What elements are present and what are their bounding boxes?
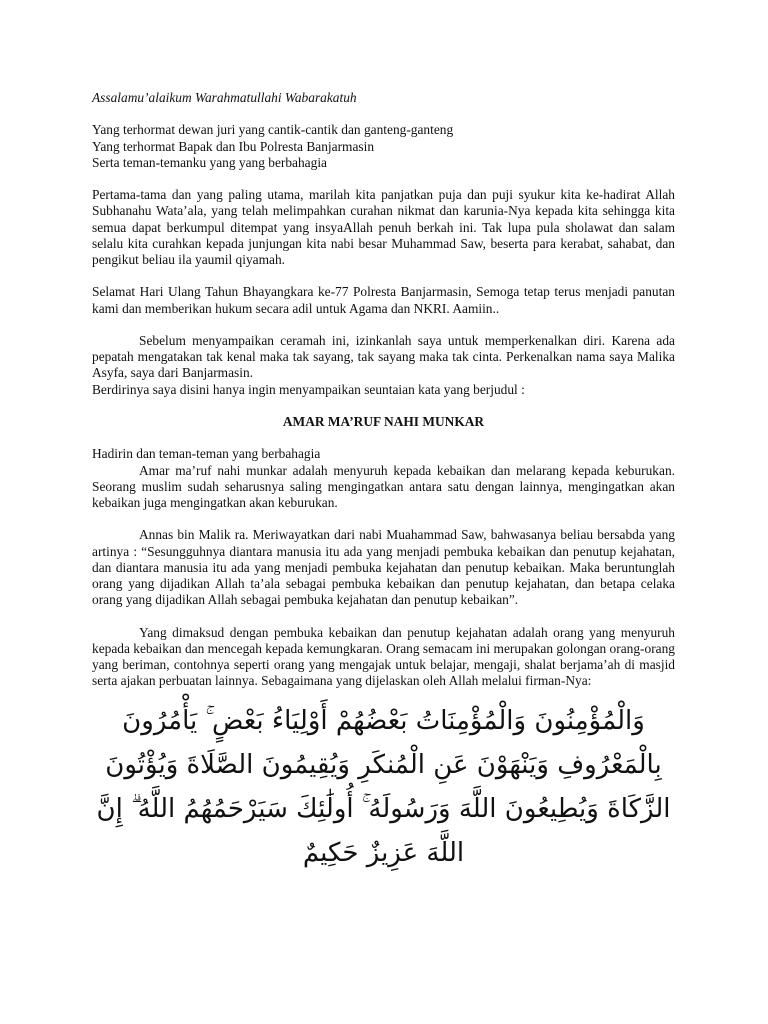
greeting: Assalamu’alaikum Warahmatullahi Wabarakatuh (92, 90, 357, 105)
opening-paragraph: Pertama-tama dan yang paling utama, marilah kita panjatkan puja dan puji syukur kita ke-hadirat Allah Subhanahu Wata’ala, yang telah melimpahkan curahan nikmat dan karunia-Nya kepada kita sehingga kita semua dapat berkumpul ditempat yang insyaAllah penuh berkah ini. Tak lupa pula sholawat dan salam selalu kita curahkan kepada junjungan kita nabi besar Muhammad Saw, beserta para kerabat, sahabat, dan pengikut beliau ila yaumil qiyamah. (92, 187, 675, 267)
salutation-line: Serta teman-temanku yang yang berbahagia (92, 154, 327, 170)
speech-title: AMAR MA’RUF NAHI MUNKAR (282, 413, 485, 429)
audience-greeting: Hadirin dan teman-teman yang berbahagia (92, 446, 321, 462)
quran-verse: وَالْمُؤْمِنُونَ وَالْمُؤْمِنَاتُ بَعْضُهُمْ أَوْلِيَاءُ بَعْضٍ ۚ يَأْمُرُونَ بِالْمَعْرُوفِ وَيَنْهَوْنَ عَنِ الْمُنكَرِ وَيُقِيمُونَ الصَّلَاةَ وَيُؤْتُونَ الزَّكَاةَ وَيُطِيعُونَ اللَّهَ وَرَسُولَهُ ۚ أُولَٰئِكَ سَيَرْحَمُهُمُ اللَّهُ ۗ إِنَّ اللَّهَ عَزِيزٌ حَكِيمٌ (96, 706, 671, 869)
introduction-paragraph: Sebelum menyampaikan ceramah ini, izinkanlah saya untuk memperkenalkan diri. Karena ada pepatah mengatakan tak kenal maka tak sayang, tak sayang maka tak cinta. Perkenalkan nama saya Malika Asyfa, saya dari Banjarmasin. (92, 332, 675, 381)
salutation-line: Yang terhormat dewan juri yang cantik-cantik dan ganteng-ganteng (92, 122, 454, 138)
body-paragraph-2: Annas bin Malik ra. Meriwayatkan dari nabi Muahammad Saw, bahwasanya beliau bersabda yang artinya : “Sesungguhnya diantara manusia itu ada yang menjadi pembuka kebaikan dan penutup kejahatan, dan diantara manusia itu ada yang menjadi pembuka kejahatan dan penutup kebaikan. Maka beruntunglah orang yang dijadikan Allah ta’ala sebagai pembuka kebaikan dan penutup kejahatan, dan betapa celaka orang yang dijadikan Allah sebagai pembuka kejahatan dan penutup kebaikan”. (92, 527, 675, 608)
salutation-line: Yang terhormat Bapak dan Ibu Polresta Banjarmasin (92, 138, 375, 154)
body-paragraph-1: Amar ma’ruf nahi munkar adalah menyuruh kepada kebaikan dan melarang kepada keburukan. Seorang muslim sudah seharusnya saling mengingatkan antara satu dengan lainnya, mengingatkan akan kebaikan juga mengingatkan akan keburukan. (92, 462, 675, 510)
body-paragraph-3: Yang dimaksud dengan pembuka kebaikan dan penutup kejahatan adalah orang yang menyuruh kepada kebaikan dan mencegah kepada kemungkaran. Orang semacam ini merupakan golongan orang-orang yang beriman, contohnya seperti orang yang mengajak untuk belajar, mengaji, shalat berjama’ah di masjid serta ajakan perbuatan lainnya. Sebagaimana yang dijelaskan oleh Allah melalui firman-Nya: (92, 624, 675, 689)
purpose-line: Berdirinya saya disini hanya ingin menyampaikan seuntaian kata yang berjudul : (92, 381, 525, 397)
anniversary-paragraph: Selamat Hari Ulang Tahun Bhayangkara ke-77 Polresta Banjarmasin, Semoga tetap terus menjadi panutan kami dan memberikan hukum secara adil untuk Agama dan NKRI. Aamiin.. (92, 284, 675, 316)
